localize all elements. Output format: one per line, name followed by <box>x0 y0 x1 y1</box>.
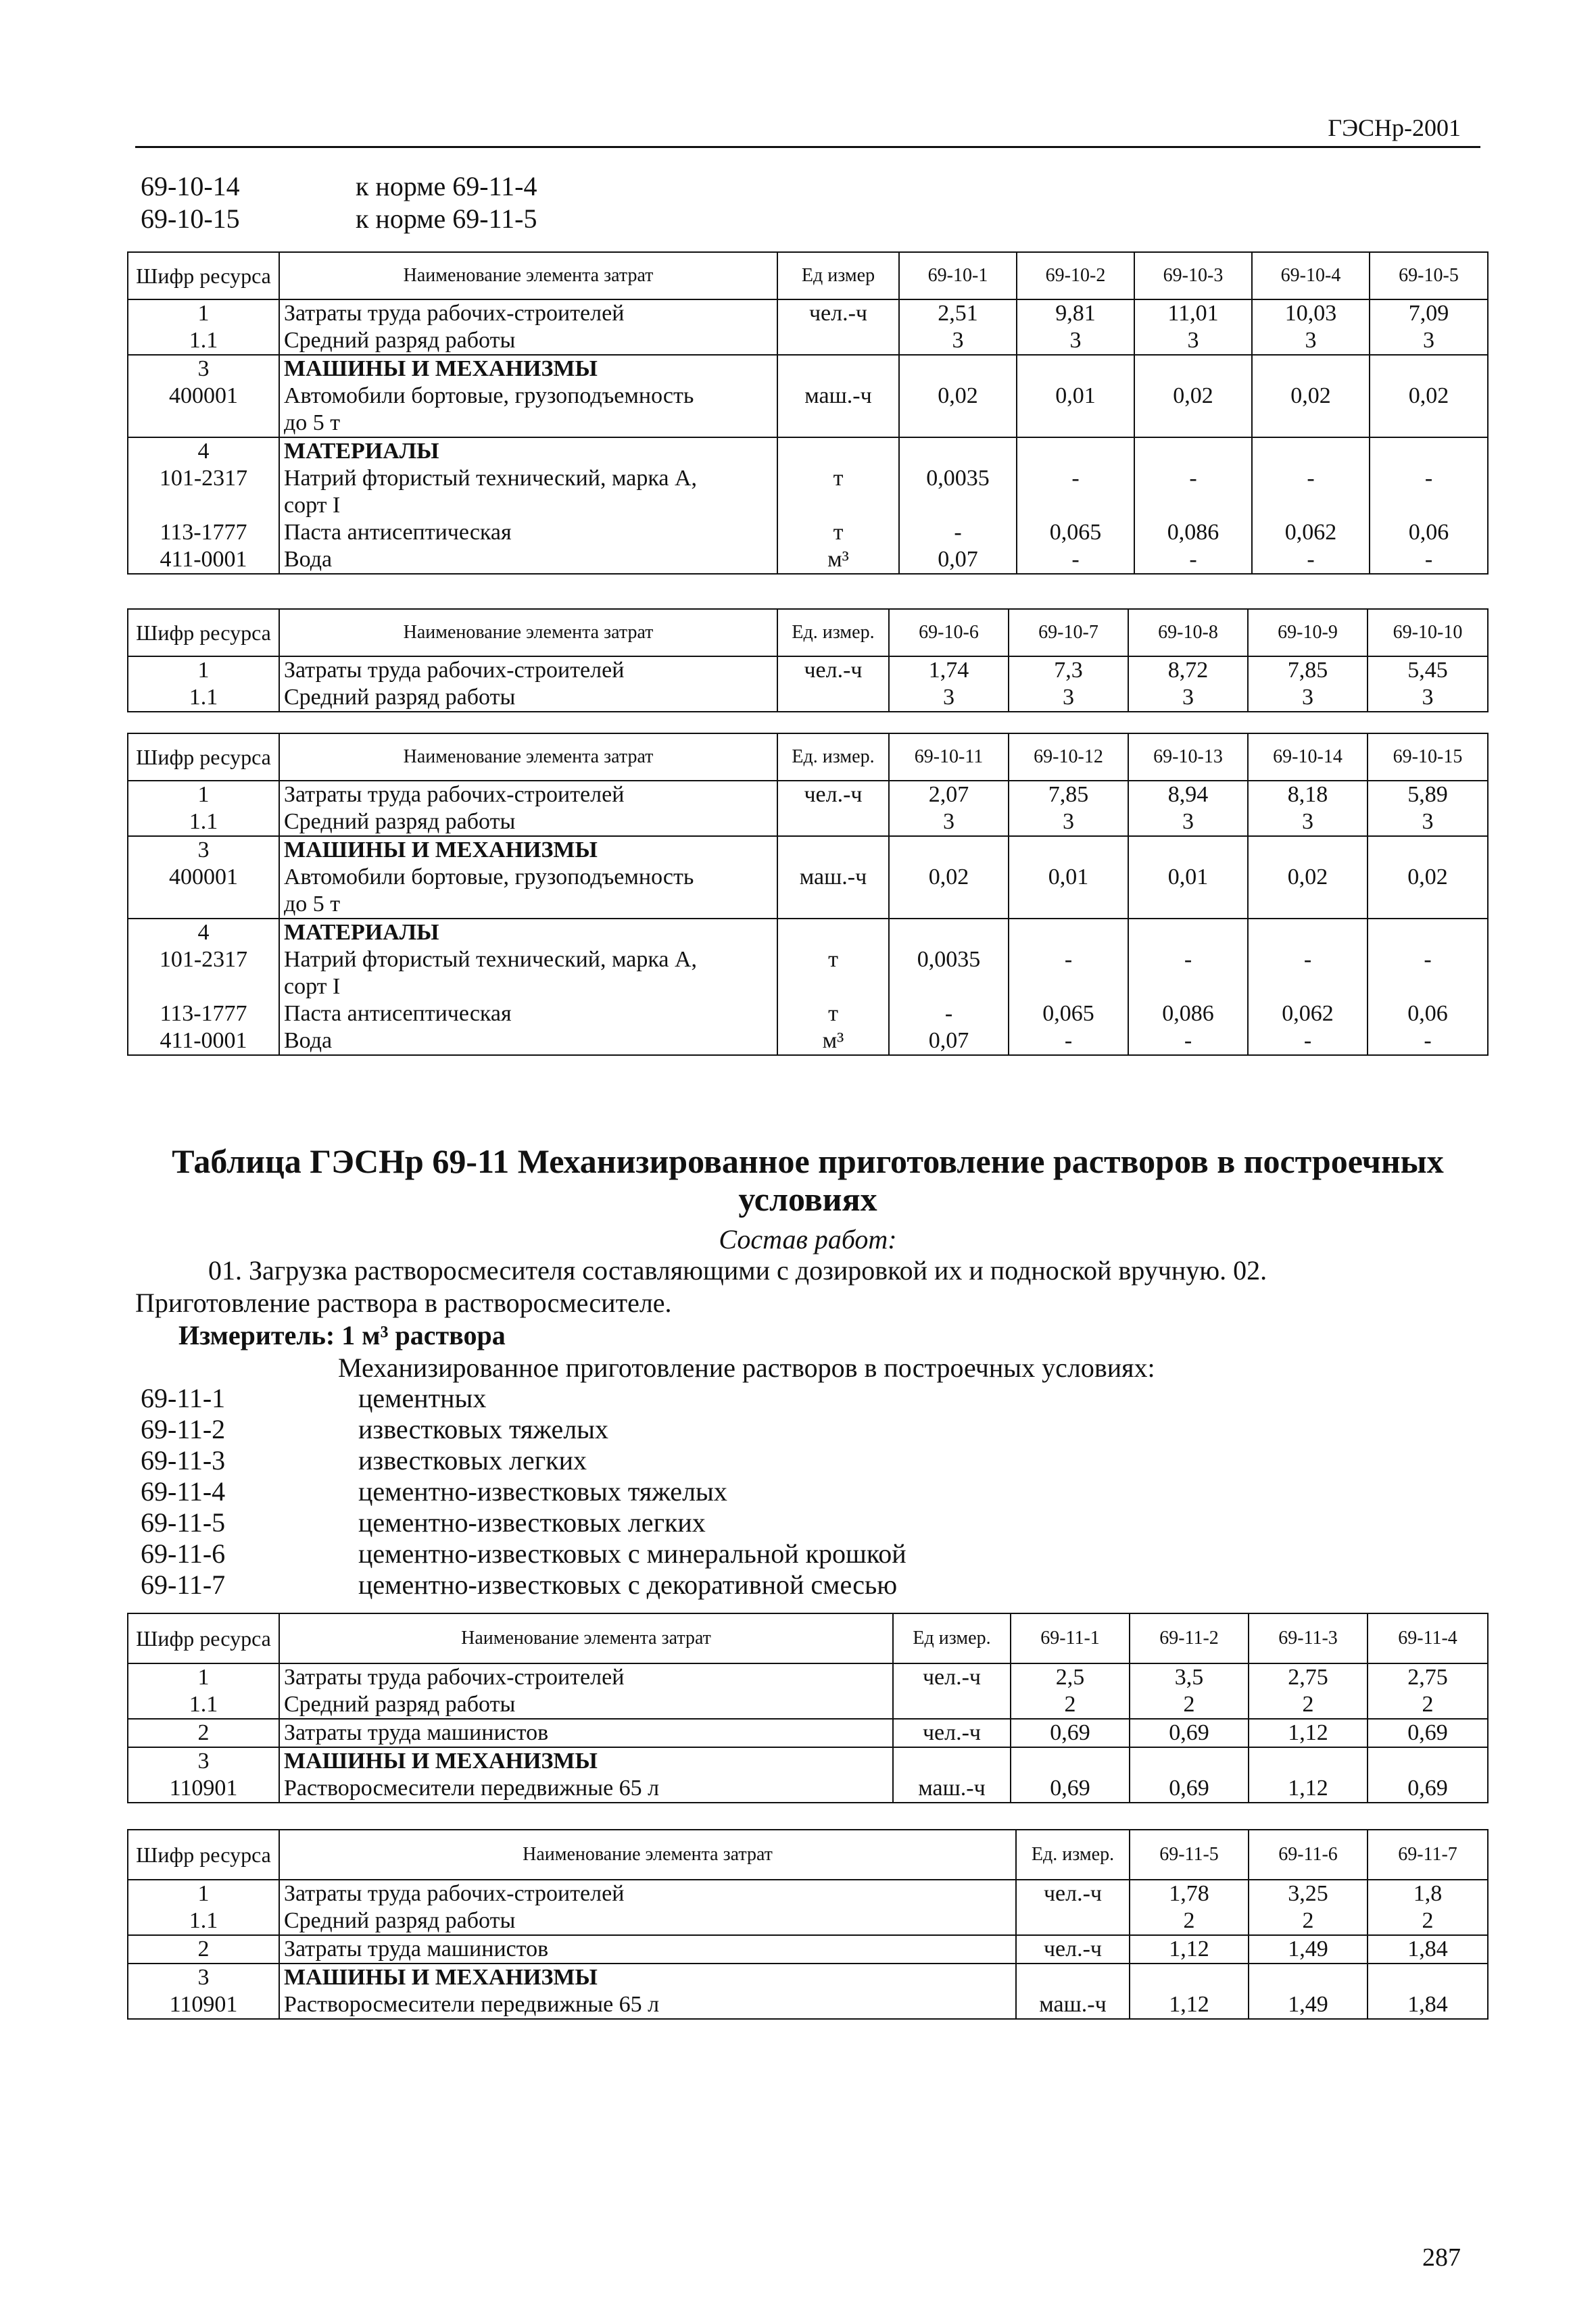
value-cell: 8,94 <box>1167 782 1209 807</box>
value-cell: 1,12 <box>1169 1992 1209 2017</box>
table-row <box>128 299 1488 355</box>
norm-list-heading: Механизированное приготовление растворов в построечных условиях: <box>338 1353 1155 1383</box>
value-cell: 0,69 <box>1368 1719 1488 1747</box>
value-cell: 3 <box>1423 328 1434 353</box>
value-cell: 3,25 <box>1288 1881 1328 1906</box>
column-header-norm: 69-11-1 <box>1011 1613 1130 1663</box>
table-row <box>128 656 1488 712</box>
value-cell: 3 <box>943 685 954 710</box>
column-header-norm: 69-11-4 <box>1368 1613 1488 1663</box>
value-cell: 1,12 <box>1288 1776 1328 1801</box>
table-row <box>128 1935 1488 1964</box>
unit-cell: т <box>828 947 838 972</box>
table-header-row <box>128 1613 1488 1663</box>
cost-item-name: сорт I <box>284 493 341 518</box>
work-composition-text: Приготовление раствора в растворосмесителе. <box>135 1288 672 1318</box>
work-composition-heading: Состав работ: <box>719 1224 897 1254</box>
list-item <box>141 1569 897 1601</box>
value-cell: 1,84 <box>1407 1992 1448 2017</box>
section-heading: МАШИНЫ И МЕХАНИЗМЫ <box>284 1749 598 1774</box>
section-heading: МАТЕРИАЛЫ <box>284 920 439 945</box>
resource-code: 400001 <box>169 383 238 408</box>
table-row <box>128 836 1488 919</box>
column-header-norm: 69-11-2 <box>1130 1613 1249 1663</box>
value-cell: 0,065 <box>1049 520 1102 545</box>
value-cell: 3,5 <box>1174 1665 1204 1690</box>
cost-item-name: Растворосмесители передвижные 65 л <box>284 1776 660 1801</box>
column-header-norm: 69-10-11 <box>889 733 1009 781</box>
value-cell: 8,72 <box>1167 658 1209 683</box>
resource-code: 411-0001 <box>160 547 247 572</box>
norm-text: цементно-известковых с декоративной смесью <box>358 1569 898 1600</box>
list-item <box>141 1445 587 1476</box>
resource-code: 1 <box>197 301 210 326</box>
column-header-name: Наименование элемента затрат <box>279 1830 1016 1880</box>
reference-code: 69-10-14 <box>141 171 240 201</box>
unit-of-measure: Измеритель: 1 м³ раствора <box>178 1320 506 1350</box>
value-cell: 1,12 <box>1130 1935 1249 1964</box>
cost-item-name: Затраты труда машинистов <box>279 1935 1016 1964</box>
value-cell: 0,02 <box>1173 383 1213 408</box>
value-cell: 3 <box>952 328 964 353</box>
reference-row <box>141 170 749 203</box>
resource-code: 3 <box>197 1965 210 1990</box>
cost-item-name: Натрий фтористый технический, марка А, <box>284 947 698 972</box>
document-code: ГЭСНр-2001 <box>1328 114 1461 141</box>
list-item <box>141 1476 727 1507</box>
value-cell: 1,84 <box>1368 1935 1488 1964</box>
value-cell: - <box>1071 466 1080 491</box>
value-cell: - <box>1303 1028 1312 1053</box>
page-number: 287 <box>1422 2243 1461 2272</box>
value-cell: - <box>1424 1028 1432 1053</box>
value-cell: 1,49 <box>1288 1992 1328 2017</box>
resource-code: 101-2317 <box>159 947 248 972</box>
value-cell: 0,02 <box>1407 864 1448 890</box>
norms-table-69-10-1-5 <box>127 251 1489 575</box>
value-cell: 0,0035 <box>926 466 990 491</box>
table-row <box>128 1719 1488 1747</box>
column-header-cipher: Шифр ресурса <box>128 1830 279 1880</box>
value-cell: - <box>1303 947 1312 972</box>
value-cell: - <box>1184 1028 1192 1053</box>
list-item <box>141 1383 486 1414</box>
column-header-norm: 69-11-5 <box>1130 1830 1249 1880</box>
norm-code: 69-11-4 <box>141 1476 226 1507</box>
norm-code: 69-11-6 <box>141 1538 226 1569</box>
value-cell: 0,02 <box>938 383 978 408</box>
section-heading: МАТЕРИАЛЫ <box>284 439 439 464</box>
column-header-cipher: Шифр ресурса <box>128 609 279 656</box>
unit-cell: маш.-ч <box>918 1776 986 1801</box>
norm-text: цементных <box>358 1383 487 1413</box>
list-item <box>141 1507 706 1538</box>
cost-item-name: Натрий фтористый технический, марка А, <box>284 466 698 491</box>
value-cell: 0,07 <box>928 1028 969 1053</box>
resource-code: 101-2317 <box>159 466 248 491</box>
norm-code: 69-11-7 <box>141 1569 226 1600</box>
cost-item-name: Паста антисептическая <box>284 520 512 545</box>
value-cell: 3 <box>1305 328 1317 353</box>
table-header-row <box>128 733 1488 781</box>
value-cell: 3 <box>943 809 954 834</box>
table-header-row <box>128 252 1488 299</box>
value-cell: 8,18 <box>1287 782 1328 807</box>
value-cell: 1,49 <box>1249 1935 1368 1964</box>
value-cell: 0,02 <box>1287 864 1328 890</box>
column-header-norm: 69-10-15 <box>1368 733 1488 781</box>
value-cell: - <box>944 1001 953 1026</box>
cost-item-name: Средний разряд работы <box>284 685 516 710</box>
value-cell: 3 <box>1187 328 1199 353</box>
column-header-norm: 69-11-7 <box>1368 1830 1488 1880</box>
unit-cell: т <box>828 1001 838 1026</box>
value-cell: 2 <box>1183 1692 1195 1717</box>
column-header-norm: 69-11-6 <box>1249 1830 1368 1880</box>
unit-cell: чел.-ч <box>893 1719 1011 1747</box>
reference-code: 69-10-15 <box>141 203 240 234</box>
unit-cell: маш.-ч <box>1039 1992 1107 2017</box>
cost-item-name: Вода <box>284 547 333 572</box>
list-item <box>141 1538 906 1569</box>
resource-code: 4 <box>197 439 210 464</box>
reference-text: к норме 69-11-4 <box>356 171 537 201</box>
value-cell: - <box>1424 947 1432 972</box>
norm-text: цементно-известковых тяжелых <box>358 1476 727 1507</box>
cost-item-name: Затраты труда рабочих-строителей <box>284 1881 625 1906</box>
norm-code: 69-11-1 <box>141 1383 226 1413</box>
value-cell: - <box>1071 547 1080 572</box>
column-header-unit: Ед. измер. <box>777 733 889 781</box>
cost-item-name: Средний разряд работы <box>284 809 516 834</box>
value-cell: 0,01 <box>1048 864 1089 890</box>
table-header-row <box>128 1830 1488 1880</box>
unit-cell: чел.-ч <box>893 1663 1011 1719</box>
value-cell: - <box>954 520 962 545</box>
column-header-norm: 69-10-12 <box>1009 733 1128 781</box>
value-cell: 0,02 <box>928 864 969 890</box>
value-cell: 2 <box>1183 1908 1195 1933</box>
value-cell: 5,45 <box>1407 658 1448 683</box>
value-cell: 0,086 <box>1167 520 1219 545</box>
value-cell: 3 <box>1182 809 1194 834</box>
table-row <box>128 437 1488 574</box>
value-cell: 2,5 <box>1055 1665 1085 1690</box>
column-header-norm: 69-10-8 <box>1128 609 1248 656</box>
cost-item-name: Автомобили бортовые, грузоподъемность <box>284 864 694 890</box>
value-cell: 5,89 <box>1407 782 1448 807</box>
cost-item-name: до 5 т <box>284 410 341 435</box>
table-row <box>128 1747 1488 1803</box>
value-cell: 0,69 <box>1407 1776 1448 1801</box>
cost-item-name: Затраты труда рабочих-строителей <box>284 782 625 807</box>
value-cell: 3 <box>1063 809 1074 834</box>
value-cell: 1,74 <box>928 658 969 683</box>
column-header-unit: Ед. измер. <box>777 609 889 656</box>
unit-cell: т <box>833 520 844 545</box>
value-cell: 2,75 <box>1288 1665 1328 1690</box>
reference-row <box>141 203 749 235</box>
column-header-cipher: Шифр ресурса <box>128 733 279 781</box>
table-row <box>128 1880 1488 1935</box>
column-header-name: Наименование элемента затрат <box>279 733 777 781</box>
resource-code: 1.1 <box>189 1692 218 1717</box>
section-heading: МАШИНЫ И МЕХАНИЗМЫ <box>284 356 598 381</box>
unit-cell: м³ <box>827 547 849 572</box>
value-cell: 2 <box>1302 1692 1314 1717</box>
cost-item-name: Растворосмесители передвижные 65 л <box>284 1992 660 2017</box>
column-header-unit: Ед измер. <box>893 1613 1011 1663</box>
resource-code: 113-1777 <box>160 520 247 545</box>
reference-text: к норме 69-11-5 <box>356 203 537 234</box>
value-cell: - <box>1189 547 1197 572</box>
cost-item-name: Вода <box>284 1028 333 1053</box>
norm-code: 69-11-3 <box>141 1445 226 1476</box>
value-cell: 0,06 <box>1407 1001 1448 1026</box>
value-cell: 1,12 <box>1249 1719 1368 1747</box>
column-header-norm: 69-10-2 <box>1017 252 1134 299</box>
resource-code: 1 <box>197 1881 210 1906</box>
value-cell: - <box>1189 466 1197 491</box>
value-cell: - <box>1307 547 1315 572</box>
section-heading: МАШИНЫ И МЕХАНИЗМЫ <box>284 1965 598 1990</box>
value-cell: 2,75 <box>1407 1665 1448 1690</box>
value-cell: 0,69 <box>1050 1776 1090 1801</box>
column-header-norm: 69-10-9 <box>1248 609 1368 656</box>
norms-table-69-11-5-7 <box>127 1829 1489 2020</box>
value-cell: 0,69 <box>1011 1719 1130 1747</box>
norm-text: цементно-известковых легких <box>358 1507 706 1538</box>
value-cell: 3 <box>1069 328 1082 353</box>
value-cell: 10,03 <box>1284 301 1337 326</box>
list-item <box>141 1414 608 1445</box>
header-rule <box>135 146 1480 148</box>
unit-cell: чел.-ч <box>777 656 889 712</box>
table-row <box>128 919 1488 1055</box>
value-cell: 7,85 <box>1048 782 1089 807</box>
norms-table-69-11-1-4 <box>127 1613 1489 1803</box>
value-cell: 7,85 <box>1287 658 1328 683</box>
work-composition-text: 01. Загрузка растворосмесителя составляющими с дозировкой их и подноской вручную. 02. <box>208 1255 1267 1286</box>
norm-text: известковых легких <box>358 1445 587 1476</box>
table-row <box>128 1964 1488 2019</box>
cost-item-name: до 5 т <box>284 892 341 917</box>
cost-item-name: Затраты труда рабочих-строителей <box>284 301 625 326</box>
value-cell: 7,3 <box>1054 658 1083 683</box>
value-cell: 2 <box>1302 1908 1314 1933</box>
value-cell: - <box>1424 547 1433 572</box>
resource-code: 1.1 <box>189 328 218 353</box>
table-row <box>128 355 1488 437</box>
value-cell: 0,01 <box>1055 383 1096 408</box>
value-cell: 2,51 <box>938 301 978 326</box>
cost-item-name: Автомобили бортовые, грузоподъемность <box>284 383 694 408</box>
cost-item-name: сорт I <box>284 974 341 999</box>
table-header-row <box>128 609 1488 656</box>
column-header-norm: 69-10-7 <box>1009 609 1128 656</box>
value-cell: 0,02 <box>1290 383 1331 408</box>
unit-cell: чел.-ч <box>1016 1935 1130 1964</box>
unit-cell: чел.-ч <box>777 781 889 836</box>
column-header-norm: 69-10-4 <box>1252 252 1370 299</box>
norm-code: 69-11-2 <box>141 1414 226 1444</box>
column-header-norm: 69-10-3 <box>1134 252 1252 299</box>
value-cell: 0,02 <box>1408 383 1449 408</box>
cost-item-name: Затраты труда рабочих-строителей <box>284 1665 625 1690</box>
table-row <box>128 1663 1488 1719</box>
value-cell: 3 <box>1182 685 1194 710</box>
unit-cell: чел.-ч <box>1016 1880 1130 1935</box>
value-cell: 3 <box>1422 685 1434 710</box>
table-row <box>128 781 1488 836</box>
norm-text: известковых тяжелых <box>358 1414 609 1444</box>
value-cell: 3 <box>1302 809 1313 834</box>
value-cell: 2,07 <box>928 782 969 807</box>
resource-code: 400001 <box>169 864 238 890</box>
column-header-name: Наименование элемента затрат <box>279 1613 893 1663</box>
resource-code: 1 <box>197 658 210 683</box>
cost-item-name: Паста антисептическая <box>284 1001 512 1026</box>
table-title: условиях <box>738 1180 877 1218</box>
column-header-norm: 69-10-10 <box>1368 609 1488 656</box>
value-cell: - <box>1184 947 1192 972</box>
section-heading: МАШИНЫ И МЕХАНИЗМЫ <box>284 837 598 862</box>
resource-code: 411-0001 <box>160 1028 247 1053</box>
value-cell: 0,07 <box>938 547 978 572</box>
value-cell: 1,78 <box>1169 1881 1209 1906</box>
value-cell: - <box>1064 1028 1073 1053</box>
value-cell: 0,06 <box>1408 520 1449 545</box>
value-cell: 2 <box>1422 1908 1434 1933</box>
unit-cell: маш.-ч <box>804 383 872 408</box>
value-cell: 2 <box>1064 1692 1076 1717</box>
value-cell: 1,8 <box>1413 1881 1443 1906</box>
value-cell: 0,01 <box>1167 864 1209 890</box>
cost-item-name: Средний разряд работы <box>284 328 516 353</box>
value-cell: 9,81 <box>1055 301 1096 326</box>
resource-code: 3 <box>197 1749 210 1774</box>
norm-text: цементно-известковых с минеральной крошкой <box>358 1538 906 1569</box>
column-header-name: Наименование элемента затрат <box>279 609 777 656</box>
column-header-name: Наименование элемента затрат <box>279 252 777 299</box>
resource-code: 1.1 <box>189 685 218 710</box>
column-header-unit: Ед. измер. <box>1016 1830 1130 1880</box>
norms-table-69-10-6-10 <box>127 608 1489 712</box>
resource-code: 2 <box>128 1719 279 1747</box>
norms-table-69-10-11-15 <box>127 733 1489 1056</box>
value-cell: 3 <box>1063 685 1074 710</box>
column-header-norm: 69-10-1 <box>899 252 1017 299</box>
resource-code: 1.1 <box>189 1908 218 1933</box>
resource-code: 110901 <box>169 1776 238 1801</box>
unit-cell: м³ <box>822 1028 844 1053</box>
value-cell: 0,69 <box>1130 1719 1249 1747</box>
unit-cell: чел.-ч <box>777 299 899 355</box>
unit-cell: т <box>833 466 844 491</box>
value-cell: 0,086 <box>1162 1001 1214 1026</box>
cost-item-name: Средний разряд работы <box>284 1908 516 1933</box>
resource-code: 1.1 <box>189 809 218 834</box>
value-cell: 0,062 <box>1284 520 1337 545</box>
value-cell: 7,09 <box>1408 301 1449 326</box>
value-cell: 0,062 <box>1282 1001 1334 1026</box>
cost-item-name: Затраты труда машинистов <box>279 1719 893 1747</box>
column-header-norm: 69-10-5 <box>1370 252 1488 299</box>
column-header-cipher: Шифр ресурса <box>128 252 279 299</box>
value-cell: 3 <box>1422 809 1434 834</box>
column-header-norm: 69-10-13 <box>1128 733 1248 781</box>
column-header-unit: Ед измер <box>777 252 899 299</box>
value-cell: 3 <box>1302 685 1313 710</box>
cost-item-name: Средний разряд работы <box>284 1692 516 1717</box>
resource-code: 113-1777 <box>160 1001 247 1026</box>
resource-code: 1 <box>197 782 210 807</box>
value-cell: - <box>1064 947 1073 972</box>
column-header-norm: 69-10-6 <box>889 609 1009 656</box>
cost-item-name: Затраты труда рабочих-строителей <box>284 658 625 683</box>
table-title: Таблица ГЭСНр 69-11 Механизированное приготовление растворов в построечных <box>172 1142 1444 1180</box>
column-header-norm: 69-11-3 <box>1249 1613 1368 1663</box>
resource-code: 3 <box>197 837 210 862</box>
resource-code: 110901 <box>169 1992 238 2017</box>
column-header-norm: 69-10-14 <box>1248 733 1368 781</box>
column-header-cipher: Шифр ресурса <box>128 1613 279 1663</box>
resource-code: 1 <box>197 1665 210 1690</box>
norm-code: 69-11-5 <box>141 1507 226 1538</box>
resource-code: 4 <box>197 920 210 945</box>
value-cell: 0,065 <box>1042 1001 1094 1026</box>
value-cell: - <box>1424 466 1433 491</box>
value-cell: - <box>1307 466 1315 491</box>
value-cell: 0,0035 <box>917 947 981 972</box>
value-cell: 11,01 <box>1167 301 1219 326</box>
value-cell: 0,69 <box>1169 1776 1209 1801</box>
resource-code: 3 <box>197 356 210 381</box>
unit-cell: маш.-ч <box>799 864 867 890</box>
resource-code: 2 <box>128 1935 279 1964</box>
value-cell: 2 <box>1422 1692 1434 1717</box>
